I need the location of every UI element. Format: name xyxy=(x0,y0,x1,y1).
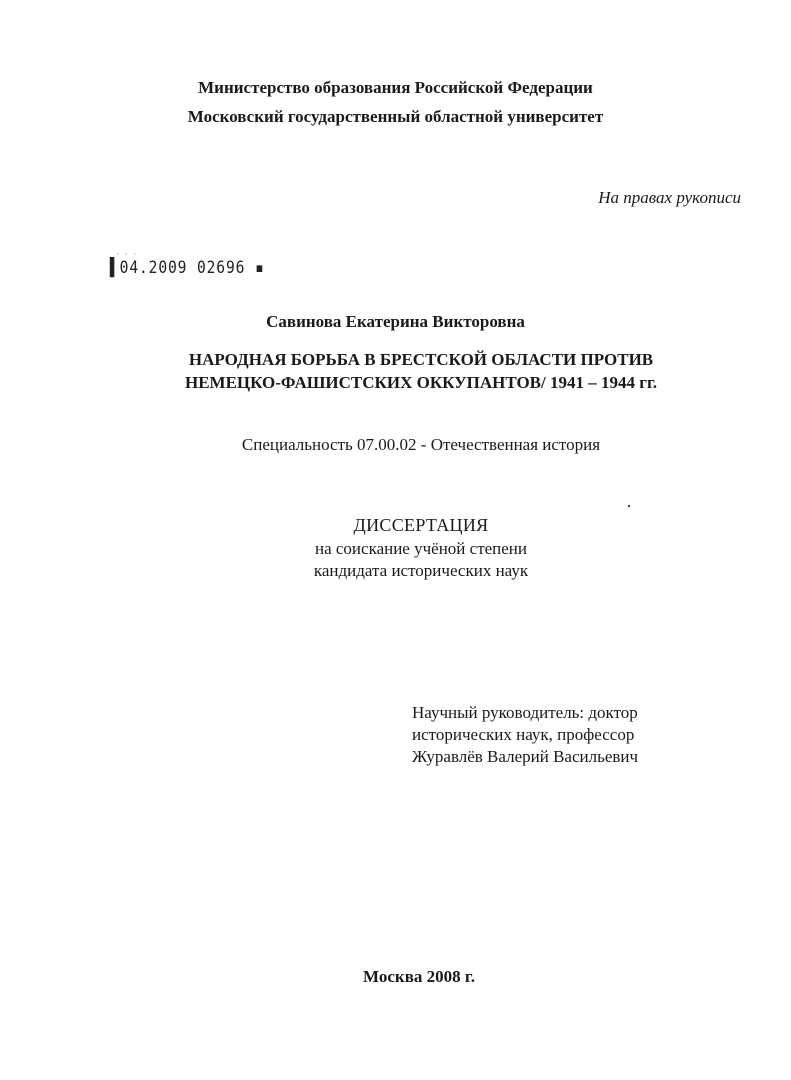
scan-speck xyxy=(628,505,630,507)
advisor-line-1: Научный руководитель: доктор xyxy=(412,703,638,722)
author-name: Савинова Екатерина Викторовна xyxy=(266,312,525,331)
stamp-marks: · · · xyxy=(116,250,138,259)
advisor-line-2: исторических наук, профессор xyxy=(412,725,635,744)
advisor-name: Журавлёв Валерий Васильевич xyxy=(412,747,639,766)
stamp-digits: 04.2009 02696 xyxy=(119,258,246,278)
archive-stamp-number xyxy=(110,258,265,278)
dissertation-heading: ДИССЕРТАЦИЯ xyxy=(353,515,489,535)
city-year: Москва 2008 г. xyxy=(363,967,475,986)
thesis-title-line-2: НЕМЕЦКО-ФАШИСТСКИХ ОККУПАНТОВ/ 1941 – 1944 гг. xyxy=(184,373,658,392)
degree-line-1: на соискание учёной степени xyxy=(314,539,528,558)
specialty: Специальность 07.00.02 - Отечественная история xyxy=(241,435,601,454)
university-name: Московский государственный областной университет xyxy=(187,107,604,126)
stamp-mark: ▪ xyxy=(245,258,265,278)
manuscript-note: На правах рукописи xyxy=(598,188,741,207)
stamp-prefix: ▌ xyxy=(110,258,120,278)
thesis-title-line-1: НАРОДНАЯ БОРЬБА В БРЕСТСКОЙ ОБЛАСТИ ПРОТИВ xyxy=(188,350,654,369)
degree-line-2: кандидата исторических наук xyxy=(313,561,529,580)
ministry-name: Министерство образования Российской Федерации xyxy=(198,78,593,97)
